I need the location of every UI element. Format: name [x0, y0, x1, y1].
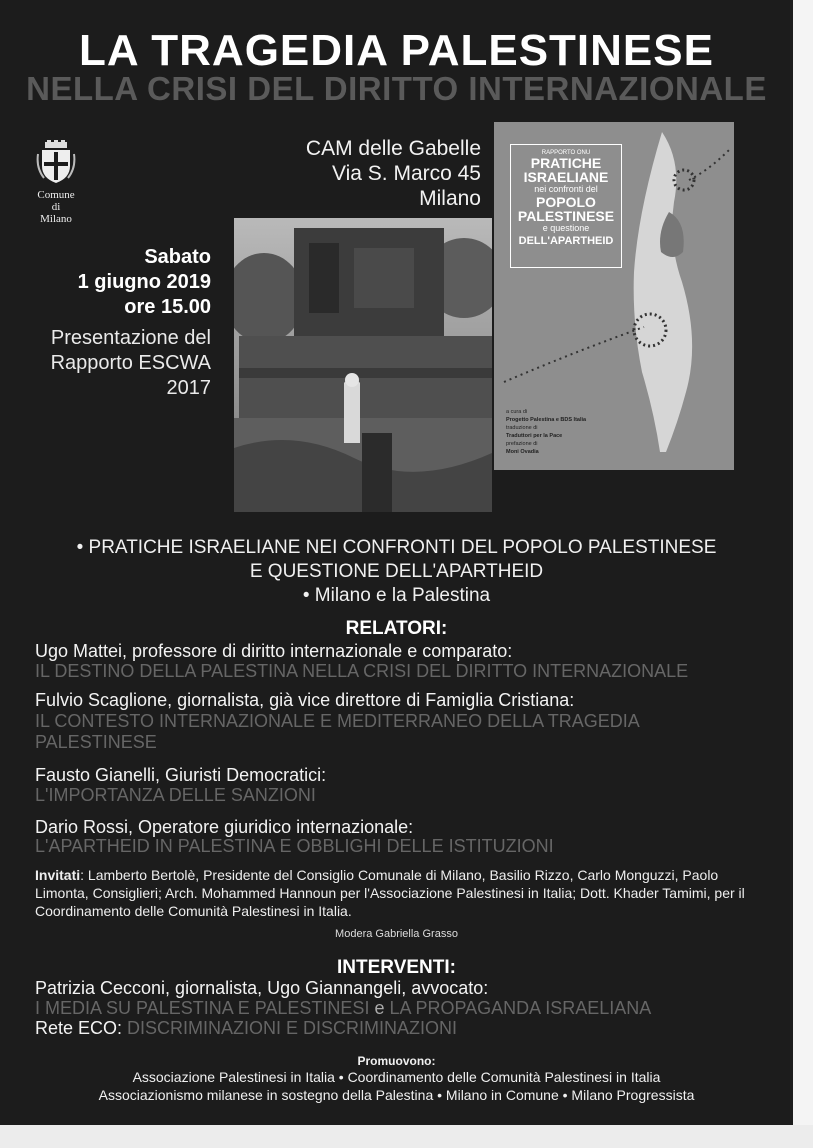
book-title-box [510, 144, 622, 268]
invited-block [35, 866, 775, 920]
venue-block [306, 136, 481, 211]
intervento-talk-and: e [369, 998, 390, 1018]
invited-label: Invitati [35, 867, 81, 883]
talk-4: L'APARTHEID IN PALESTINA E OBBLIGHI DELLE ISTITUZIONI [35, 836, 554, 856]
presentation-line1: Presentazione del [50, 327, 211, 349]
comune-milano-logo [34, 140, 78, 225]
date-time: ore 15.00 [124, 296, 211, 318]
speaker-4: Dario Rossi, Operatore giuridico internazionale: [35, 817, 414, 837]
book-credit-2-name: Traduttori per la Pace [506, 433, 563, 439]
promoters-line1: Associazione Palestinesi in Italia • Coordinamento delle Comunità Palestinesi in Italia [132, 1069, 661, 1085]
book-title-line7: DELL'APARTHEID [518, 235, 614, 247]
invited-text: : Lamberto Bertolè, Presidente del Consiglio Comunale di Milano, Basilio Rizzo, Carlo Monguzzi, Paolo Limonta, Consiglieri; Arch. Mohammed Hannoun per l'Associazione Palestinesi in Italia; Dott. Khader Tamimi, per il Coordinamento delle Comunità Palestinesi in Italia. [35, 867, 745, 919]
page-edge [793, 0, 813, 1148]
presentation-line2: Rapporto ESCWA [50, 352, 211, 374]
book-credit-2-label: traduzione di [506, 425, 538, 431]
book-title-line3: nei confronti del [534, 184, 598, 194]
book-credit-1-name: Progetto Palestina e BDS Italia [506, 417, 587, 423]
promoters-heading: Promuovono: [357, 1054, 436, 1068]
rete-eco-label: Rete ECO: [35, 1018, 123, 1038]
promoters-block [0, 1054, 793, 1104]
book-title-line2: ISRAELIANE [523, 169, 609, 185]
rete-eco [35, 1018, 775, 1039]
rete-eco-talk: DISCRIMINAZIONI E DISCRIMINAZIONI [122, 1018, 458, 1038]
relatori-heading: RELATORI: [345, 618, 448, 639]
speaker-3: Fausto Gianelli, Giuristi Democratici: [35, 765, 327, 785]
topic-1-cont: E QUESTIONE DELL'APARTHEID [249, 561, 544, 582]
talk-2: IL CONTESTO INTERNAZIONALE E MEDITERRANEO DELLA TRAGEDIA PALESTINESE [35, 711, 639, 752]
book-title-line6: e questione [542, 223, 590, 233]
crest-label-line1: Comune di [37, 189, 75, 213]
topic-1: • PRATICHE ISRAELIANE NEI CONFRONTI DEL POPOLO PALESTINESE [76, 537, 717, 558]
page-bottom-edge [0, 1125, 813, 1148]
date-full: 1 giugno 2019 [77, 271, 211, 293]
presentation-block [51, 326, 211, 401]
book-title-line1: PRATICHE [530, 155, 602, 171]
book-cover [494, 122, 734, 470]
book-credit-3-name: Moni Ovadia [506, 449, 539, 455]
poster-subtitle: NELLA CRISI DEL DIRITTO INTERNAZIONALE [26, 70, 767, 107]
talk-1: IL DESTINO DELLA PALESTINA NELLA CRISI DEL DIRITTO INTERNAZIONALE [35, 661, 689, 681]
date-block [78, 245, 211, 320]
book-credit-3-label: prefazione di [506, 441, 538, 447]
intervento-speaker: Patrizia Cecconi, giornalista, Ugo Giannangeli, avvocato: [35, 978, 489, 998]
intervento-talk-a: I MEDIA SU PALESTINA E PALESTINESI [35, 998, 370, 1018]
crest-label-line2: Milano [40, 213, 72, 225]
book-credit-1-label: a cura di [506, 409, 528, 415]
intervento-talk [35, 998, 775, 1019]
poster-title: LA TRAGEDIA PALESTINESE [79, 26, 714, 75]
talk-3: L'IMPORTANZA DELLE SANZIONI [35, 785, 316, 805]
venue-address: Via S. Marco 45 [331, 162, 481, 185]
book-pre-label: RAPPORTO ONU [541, 150, 591, 156]
interventi-heading: INTERVENTI: [337, 957, 456, 978]
presentation-line3: 2017 [166, 377, 211, 399]
intervento-talk-c: LA PROPAGANDA ISRAELIANA [389, 998, 652, 1018]
bulldozer-photo [234, 218, 492, 512]
moderator: Modera Gabriella Grasso [335, 928, 458, 940]
book-title-line5: PALESTINESE [517, 208, 615, 224]
date-day: Sabato [144, 246, 211, 268]
venue-name: CAM delle Gabelle [305, 137, 481, 160]
speaker-2: Fulvio Scaglione, giornalista, già vice direttore di Famiglia Cristiana: [35, 690, 575, 710]
bulldozer-image [234, 218, 492, 512]
topics-block [0, 536, 793, 608]
venue-city: Milano [419, 187, 481, 210]
city-crest-icon [36, 140, 76, 184]
promoters-line2: Associazionismo milanese in sostegno della Palestina • Milano in Comune • Milano Progressista [98, 1087, 695, 1103]
speaker-1: Ugo Mattei, professore di diritto internazionale e comparato: [35, 641, 513, 661]
topic-2: • Milano e la Palestina [302, 585, 491, 606]
book-title-line4: POPOLO [536, 194, 596, 210]
book-credits [506, 408, 586, 456]
